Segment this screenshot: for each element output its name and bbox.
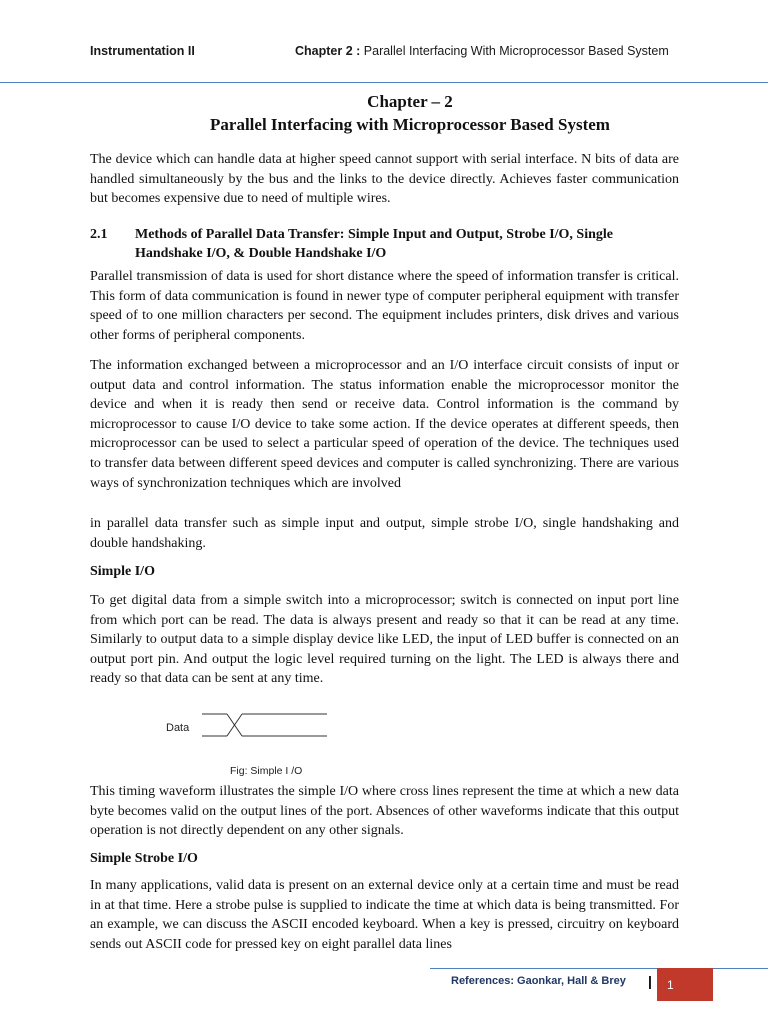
header-course: Instrumentation II (90, 44, 195, 58)
header-chapter (295, 44, 669, 58)
footer-separator: | (648, 973, 652, 989)
footer-references: References: Gaonkar, Hall & Brey (451, 975, 626, 987)
page-header (90, 44, 690, 66)
paragraph-techniques-list: in parallel data transfer such as simple input and output, simple strobe I/O, single handshaking and double handshaking. (90, 516, 679, 551)
footer-divider (430, 968, 768, 969)
intro-paragraph: The device which can handle data at higher speed cannot support with serial interface. N bits of data are handled simultaneously by the bus and the links to the device directly. Achieves faster communication but becomes expensive due to need of multiple wires. (90, 152, 679, 207)
paragraph-timing-waveform: This timing waveform illustrates the simple I/O where cross lines represent the time at which a new data byte becomes valid on the output lines of the port. Absences of other waveforms indicate that this output operation is not directly dependent on any other signals. (90, 784, 679, 839)
chapter-subtitle: Parallel Interfacing with Microprocessor Based System (210, 115, 610, 134)
page-number-box (657, 968, 713, 1001)
paragraph-simple-strobe-io: In many applications, valid data is present on an external device only at a certain time and must be read in at that time. Here a strobe pulse is supplied to indicate the time at which data is being transmitted. For an example, we can discuss the ASCII encoded keyboard. When a key is pressed, circuitry on keyboard sends out ASCII code for pressed key on eight parallel data lines (90, 878, 679, 952)
heading-simple-strobe-io: Simple Strobe I/O (90, 851, 198, 866)
timing-waveform (160, 706, 340, 744)
heading-simple-io: Simple I/O (90, 564, 155, 579)
paragraph-simple-io: To get digital data from a simple switch into a microprocessor; switch is connected on input port line from which port can be read. The data is always present and ready so that it can be read at any time. Similarly to output data to a simple display device like LED, the input of LED buffer is connected on an output port pin. And output the logic level required turning on the light. The LED is always there and ready so that data can be sent at any time. (90, 593, 679, 687)
page-number: 1 (667, 977, 674, 992)
header-divider (0, 82, 768, 83)
figure-caption: Fig: Simple I /O (230, 765, 303, 777)
section-number: 2.1 (90, 227, 108, 242)
paragraph-parallel-transmission: Parallel transmission of data is used for short distance where the speed of information transfer is critical. This form of data communication is found in newer type of computer peripheral equipment with transfer speed of to one million characters per second. The equipment includes printers, disk drives and various other forms of peripheral components. (90, 269, 679, 343)
simple-io-timing-diagram (160, 706, 340, 744)
section-heading: Methods of Parallel Data Transfer: Simple Input and Output, Strobe I/O, Single Handshake I/O, & Double Handshake I/O (135, 227, 613, 261)
chapter-title: Chapter – 2 (367, 92, 453, 111)
figure-data-label: Data (166, 722, 190, 734)
header-chapter-label: Chapter 2 : (295, 44, 361, 58)
header-chapter-name: Parallel Interfacing With Microprocessor Based System (363, 44, 669, 58)
paragraph-information-exchange: The information exchanged between a microprocessor and an I/O interface circuit consists of input or output data and control information. The status information enable the microprocessor monitor the device and when it is ready then send or receive data. Control information is the command by microprocessor to cause I/O device to take some action. If the device operates at different speeds, then microprocessor can be used to select a particular speed of operation of the device. The techniques used to transfer data between different speed devices and computer is called synchronizing. There are various ways of synchronization techniques which are involved (90, 358, 679, 491)
